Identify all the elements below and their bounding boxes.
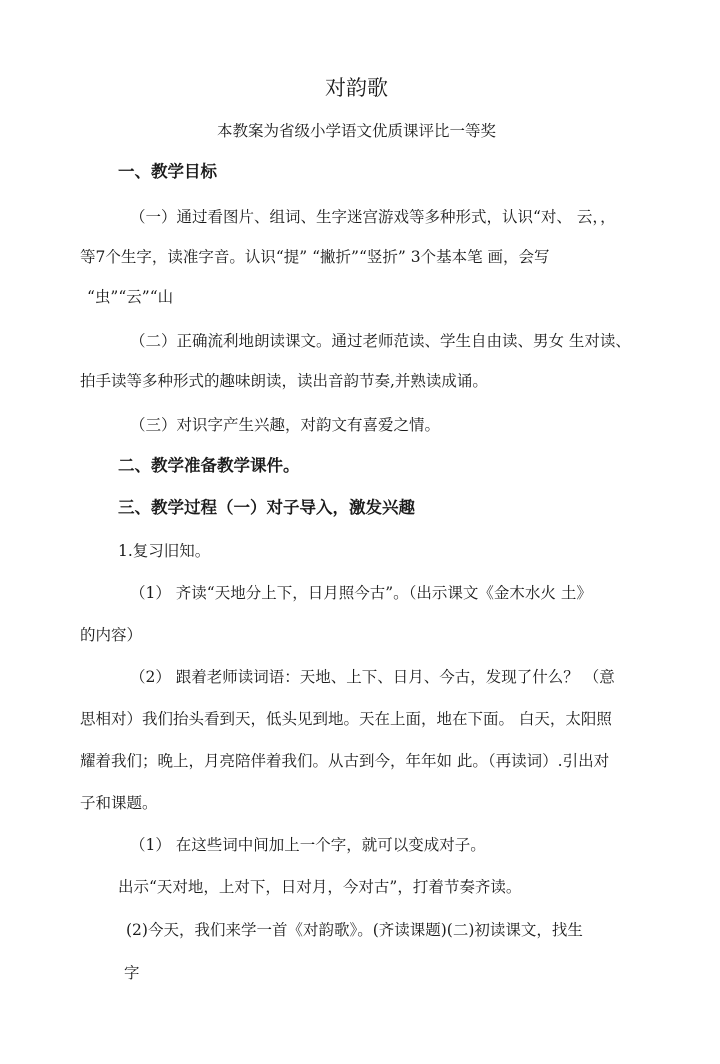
step-1-1-line-2: 的内容） (80, 626, 143, 644)
step-1-2-line-1: （2） 跟着老师读词语：天地、上下、日月、今古，发现了什么？ （意 (130, 668, 615, 686)
step-2-2-line-2: 字 (124, 964, 140, 982)
goal-3-line-1: （三）对识字产生兴趣，对韵文有喜爱之情。 (130, 416, 441, 434)
step-2-1-line-2: 出示“天对地，上对下，日对月，今对古”，打着节奏齐读。 (118, 878, 522, 896)
step-1: 1.复习旧知。 (118, 542, 211, 560)
step-2-1-line-1: （1） 在这些词中间加上一个字，就可以变成对子。 (130, 836, 486, 854)
subtitle: 本教案为省级小学语文优质课评比一等奖 (217, 122, 497, 140)
goal-2-line-1: （二）正确流利地朗读课文。通过老师范读、学生自由读、男女 生对读、 (130, 332, 631, 350)
step-1-1-line-1: （1） 齐读“天地分上下，日月照今古”。（出示课文《金木水火 土》 (130, 584, 592, 602)
section-heading-process: 三、教学过程（一）对子导入，激发兴趣 (118, 498, 415, 517)
step-1-2-line-2: 思相对）我们抬头看到天，低头见到地。天在上面，地在下面。 白天，太阳照 (80, 710, 612, 728)
section-heading-goals: 一、教学目标 (118, 162, 217, 181)
goal-2-line-2: 拍手读等多种形式的趣味朗读，读出音韵节奏,并熟读成诵。 (80, 372, 488, 390)
section-heading-preparation: 二、教学准备教学课件。 (118, 456, 300, 475)
page-title: 对韵歌 (325, 76, 388, 100)
step-2-2-line-1: (2)今天，我们来学一首《对韵歌》。(齐读课题)(二)初读课文，找生 (126, 921, 583, 939)
goal-1-line-3: “虫”“云”“山 (87, 288, 174, 306)
goal-1-line-1: （一）通过看图片、组词、生字迷宫游戏等多种形式，认识“对、 云，， (130, 208, 616, 226)
goal-1-line-2: 等7个生字，读准字音。认识“提” “撇折”“竖折” 3个基本笔 画，会写 (80, 248, 550, 266)
step-1-2-line-3: 耀着我们；晚上，月亮陪伴着我们。从古到今，年年如 此。（再读词）.引出对 (80, 752, 610, 770)
step-1-2-line-4: 子和课题。 (80, 794, 158, 812)
